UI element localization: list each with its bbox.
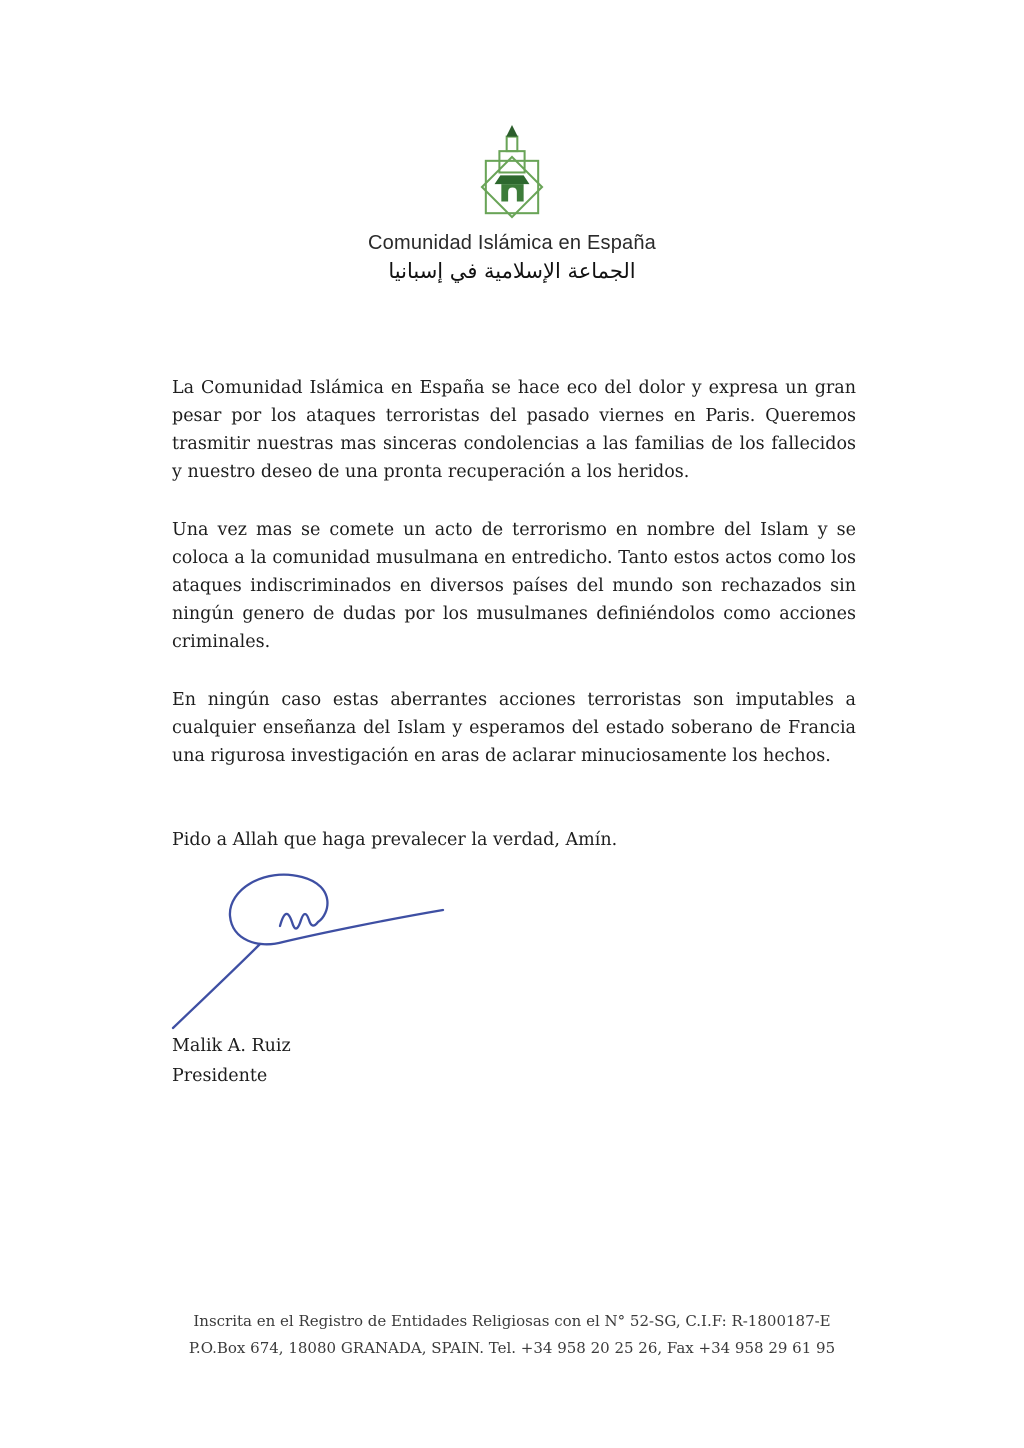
signature-tail-stroke bbox=[173, 944, 260, 1028]
minaret-top-outline bbox=[507, 137, 518, 152]
letter-body bbox=[172, 374, 856, 854]
signature-loop-stroke bbox=[230, 875, 443, 945]
footer-line-1: Inscrita en el Registro de Entidades Religiosas con el N° 52-SG, C.I.F: R-1800187-E bbox=[193, 1312, 831, 1330]
footer-line-2: P.O.Box 674, 18080 GRANADA, SPAIN. Tel. +34 958 20 25 26, Fax +34 958 29 61 95 bbox=[188, 1339, 836, 1357]
signer-name: Malik A. Ruiz bbox=[172, 1036, 291, 1056]
minaret-cap-icon bbox=[506, 125, 518, 137]
signer-title: Presidente bbox=[172, 1066, 268, 1086]
signature-ink bbox=[158, 868, 458, 1036]
closing-line: Pido a Allah que haga prevalecer la verdad, Amín. bbox=[172, 830, 618, 850]
signature-block bbox=[172, 1031, 291, 1091]
mosque-roof-icon bbox=[495, 175, 530, 184]
paragraph-2: Una vez mas se comete un acto de terrorismo en nombre del Islam y se coloca a la comunidad musulmana en entredicho. Tanto estos actos como los ataques indiscriminados en diversos países del mundo son rechazados sin ningún genero de dudas por los musulmanes definiéndolos como acciones criminales. bbox=[172, 520, 856, 652]
mosque-star-logo-icon bbox=[477, 124, 547, 219]
paragraph-3: En ningún caso estas aberrantes acciones terroristas son imputables a cualquier enseñanza del Islam y esperamos del estado soberano de Francia una rigurosa investigación en aras de aclarar minuciosamente los hechos. bbox=[172, 690, 856, 766]
registration-footer bbox=[0, 1308, 1024, 1362]
org-name: Comunidad Islámica en España bbox=[368, 232, 656, 254]
mosque-body-icon bbox=[501, 184, 523, 201]
org-name-arabic: الجماعة الإسلامية في إسبانيا bbox=[388, 259, 636, 283]
letterhead bbox=[0, 124, 1024, 285]
paragraph-1: La Comunidad Islámica en España se hace eco del dolor y expresa un gran pesar por los ataques terroristas del pasado viernes en Paris. Queremos trasmitir nuestras mas sinceras condolencias a las familias de los fallecidos y nuestro deseo de una pronta recuperación a los heridos. bbox=[172, 378, 856, 482]
